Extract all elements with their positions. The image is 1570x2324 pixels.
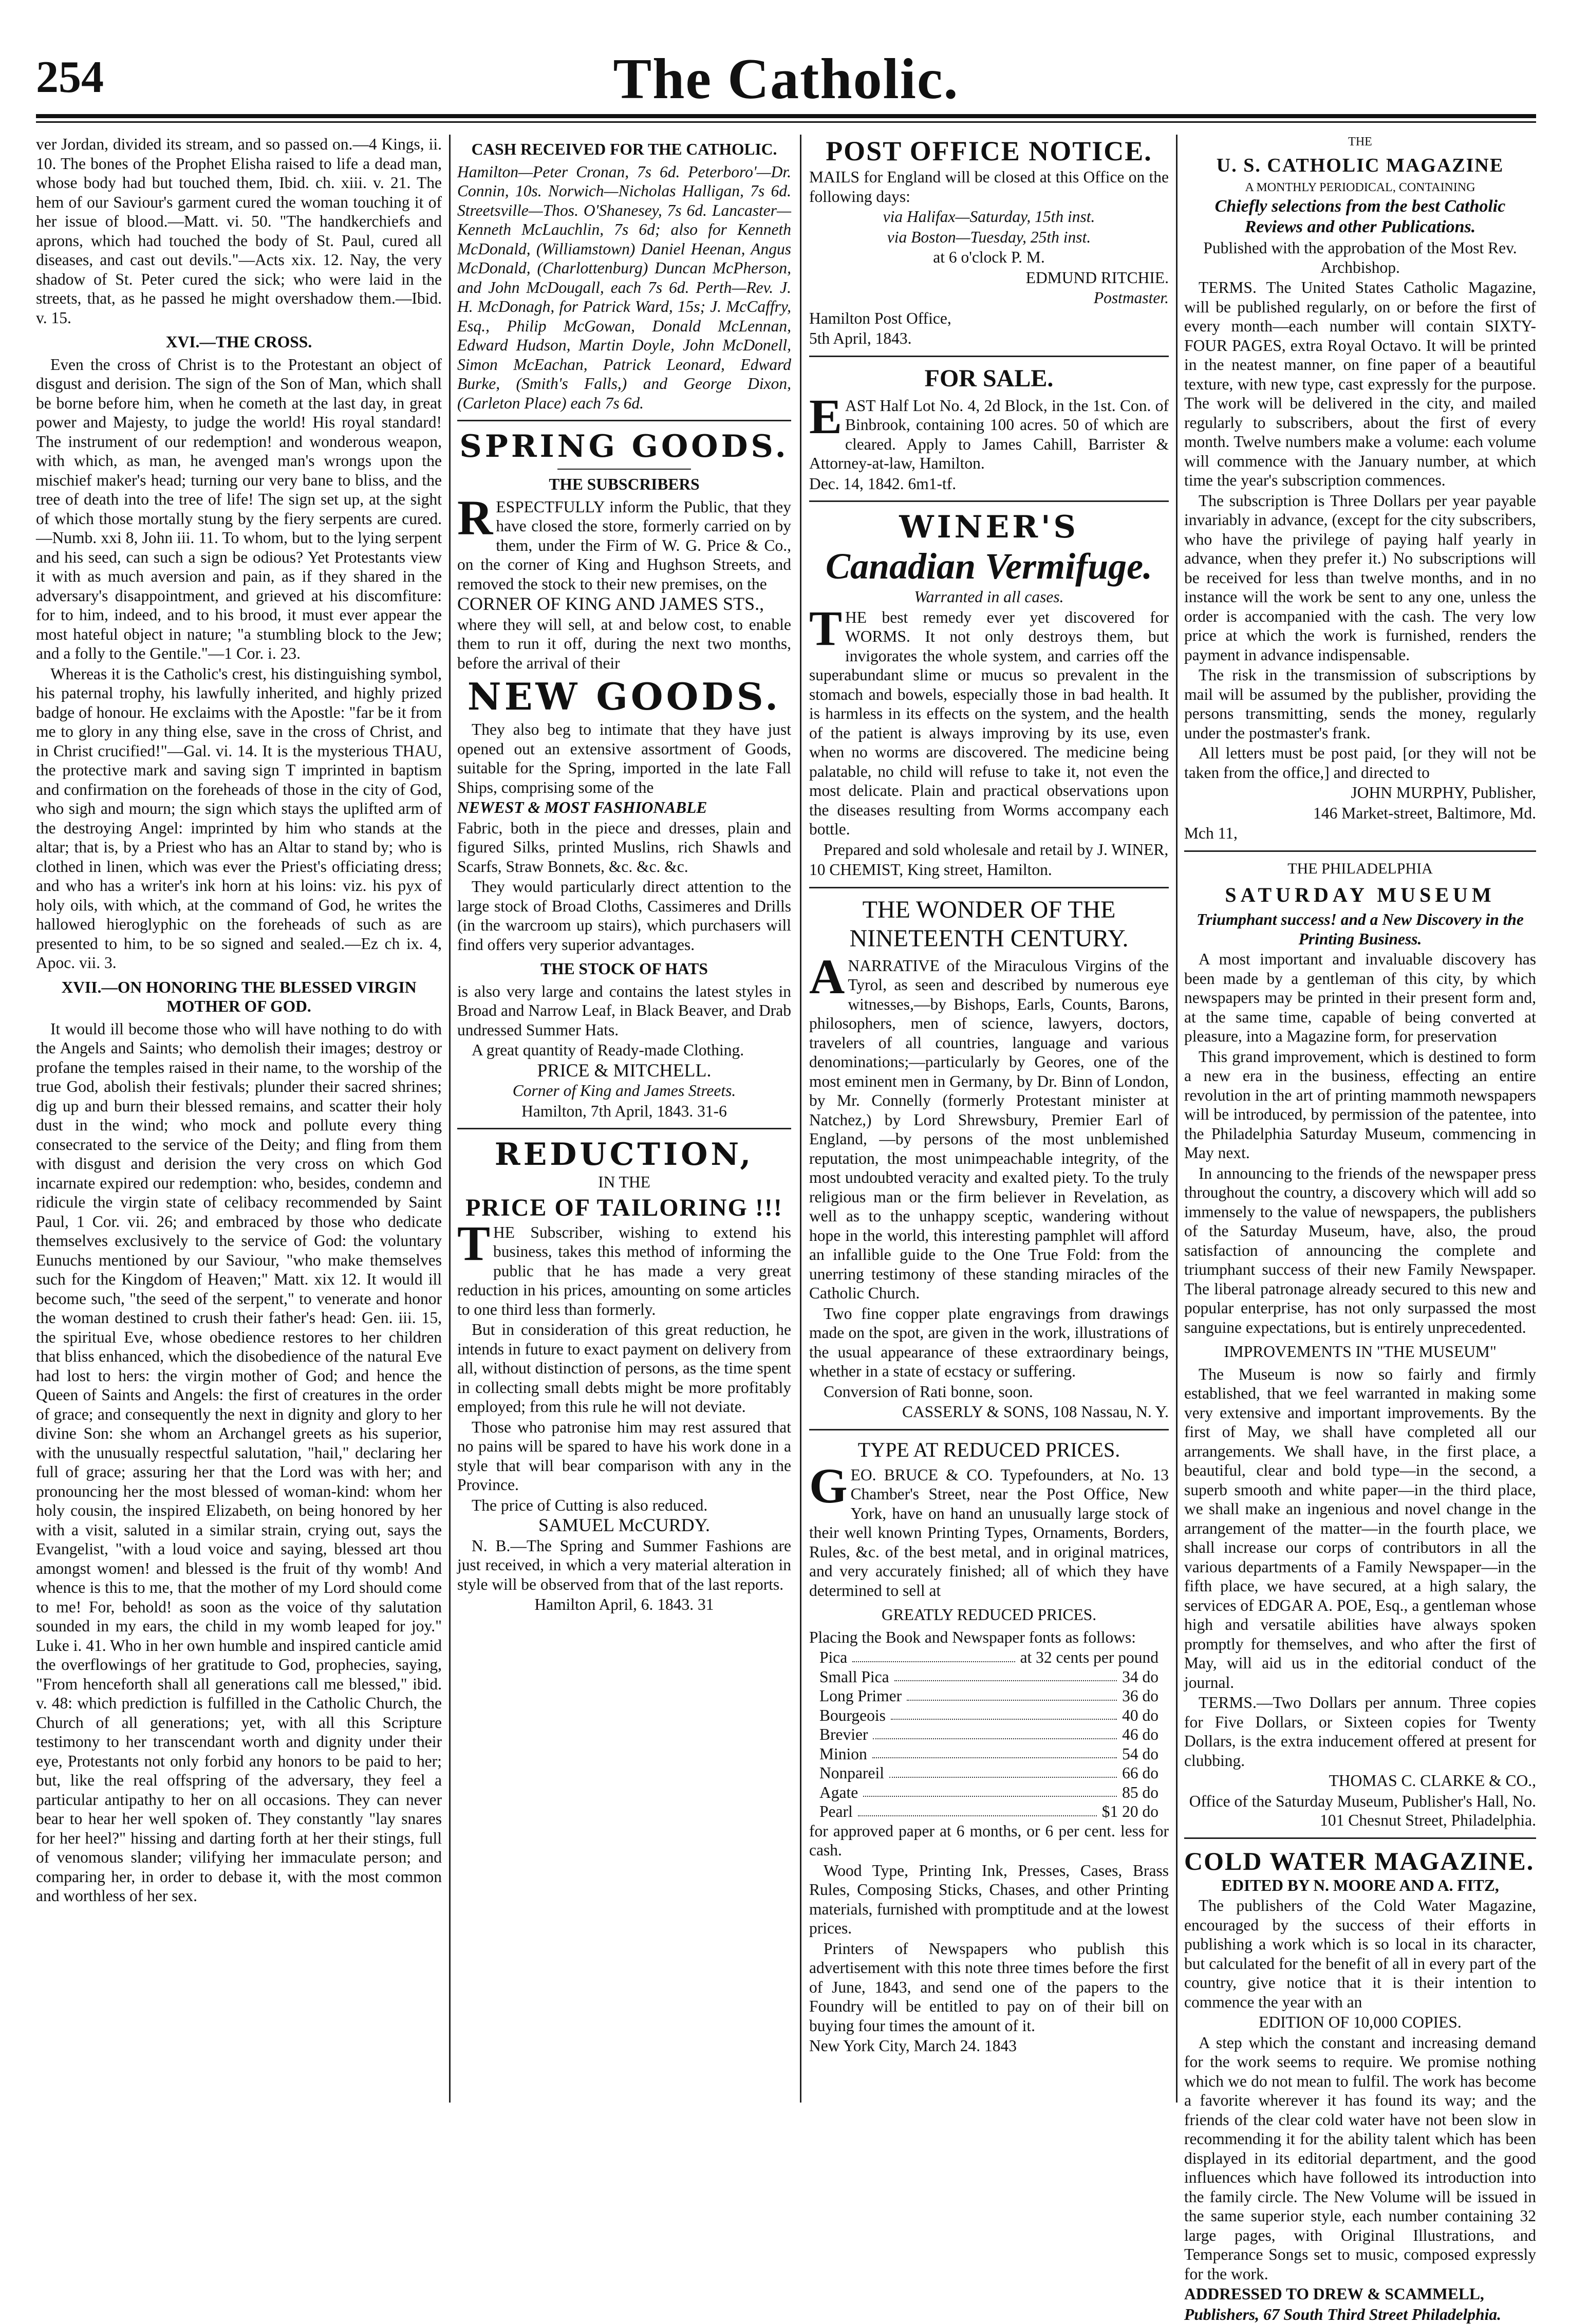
ad-paragraph: EAST Half Lot No. 4, 2d Block, in the 1st. Con. of Binbrook, containing 100 acres. 50 of which are cleared. Apply to James Cahill, Barrister & Attorney-at-law, Hamilton. xyxy=(809,396,1169,473)
ad-paragraph: The publishers of the Cold Water Magazine, encouraged by the success of their efforts in publishing a work which is so local in its character, but calculated for the benefit of all in every part of the country, give notice that it is their intention to commence the year with an xyxy=(1184,1896,1536,2012)
ad-firm-name: PRICE & MITCHELL. xyxy=(457,1061,791,1081)
ad-paragraph: Wood Type, Printing Ink, Presses, Cases, Brass Rules, Composing Sticks, Chases, and other Printing materials, furnished with promptitude and at the lowest prices. xyxy=(809,1861,1169,1938)
cold-water-address: ADDRESSED TO DREW & SCAMMELL, xyxy=(1184,2284,1536,2304)
ad-paragraph: They would particularly direct attention to the large stock of Broad Cloths, Cassimeres and Drills (in the warcroom up stairs), which purchasers will find offers very superior advantages. xyxy=(457,877,791,954)
ad-publisher: CASSERLY & SONS, 108 Nassau, N. Y. xyxy=(809,1402,1169,1422)
ad-address: 10 CHEMIST, King street, Hamilton. xyxy=(809,860,1169,880)
notice-paragraph: MAILS for England will be closed at this Office on the following days: xyxy=(809,168,1169,206)
ad-paragraph: All letters must be post paid, [or they will not be taken from the office,] and directed to xyxy=(1184,743,1536,782)
new-goods-heading: NEW GOODS. xyxy=(457,674,791,720)
divider xyxy=(457,420,791,421)
ad-paragraph: The Museum is now so fairly and firmly established, that we feel warranted in making some very extensive and important improvements. By the first of May, we shall have completed all our arrangements. We shall have, in the first place, a beautiful, clear and bold type—in the second, a superb smooth and white paper—in the third place, we shall make an ingenious and novel change in the arrangement of the matter—in the fourth place, we shall increase our corps of contributors in all the various departments of a Family Newspaper—in the fifth place, we have secured, at a high salary, the services of EDGAR A. POE, Esq., a gentleman whose high and versatile abilities have always spoken promptly for themselves, and who after the first of May, will aid us in the editorial conduct of the journal. xyxy=(1184,1365,1536,1693)
type-rate-name: Small Pica xyxy=(819,1667,889,1687)
museum-publisher: THOMAS C. CLARKE & CO., xyxy=(1184,1771,1536,1791)
notice-role: Postmaster. xyxy=(809,288,1169,308)
post-office-heading: POST OFFICE NOTICE. xyxy=(809,135,1169,168)
ad-paragraph: The price of Cutting is also reduced. xyxy=(457,1496,791,1515)
ad-paragraph: THE best remedy ever yet discovered for WORMS. It not only destroys them, but invigorates the whole system, and carries off the superabundant slime or mucus so prevalent in the stomach and bowels, especially those in bad health. It is harmless in its effects on the system, and the health of the patient is always improving by its use, even when no worms are discovered. The medicine being palatable, no child will refuse to take it, not even the most delicate. Plain and practical observations upon the diseases resulting from Worms accompany each bottle. xyxy=(809,608,1169,839)
ad-paragraph: Fabric, both in the piece and dresses, plain and figured Silks, printed Muslins, rich Shawls and Scarfs, Straw Bonnets, &c. &c. &c. xyxy=(457,819,791,877)
ad-paragraph: The risk in the transmission of subscriptions by mail will be assumed by the publisher, providing the persons transmitting, sends the money, regularly under the postmaster's frank. xyxy=(1184,665,1536,742)
notice-place: Hamilton Post Office, xyxy=(809,309,1169,328)
reduction-in-the: IN THE xyxy=(457,1173,791,1192)
type-rate-name: Minion xyxy=(819,1744,867,1764)
type-rate-price: 40 do xyxy=(1122,1706,1158,1725)
ad-paragraph: Conversion of Rati bonne, soon. xyxy=(809,1382,1169,1402)
ad-paragraph: A great quantity of Ready-made Clothing. xyxy=(457,1040,791,1060)
ad-paragraph: is also very large and contains the latest styles in Broad and Narrow Leaf, in Black Beaver, and Drab undressed Summer Hats. xyxy=(457,982,791,1040)
ad-paragraph: Those who patronise him may rest assured that no pains will be spared to have his work done in a style that will bear comparison with any in the Province. xyxy=(457,1418,791,1495)
ad-paragraph: Two fine copper plate engravings from drawings made on the spot, are given in the work, illustrations of the usual appearance of these extraordinary beings, whether in a state of ecstacy or suffering. xyxy=(809,1304,1169,1381)
notice-line: at 6 o'clock P. M. xyxy=(809,248,1169,267)
magazine-chiefly: Chiefly selections from the best Catholic Reviews and other Publications. xyxy=(1184,196,1536,237)
type-rate-name: Nonpareil xyxy=(819,1763,884,1783)
type-rate-price: $1 20 do xyxy=(1102,1802,1158,1821)
cash-received-list: Hamilton—Peter Cronan, 7s 6d. Peterboro'—Dr. Connin, 10s. Norwich—Nicholas Halligan, 7s 6d. Streetsville—Thos. O'Shanesey, 7s 6d. Lancaster—Kenneth McLauchlin, 7s 6d; also for Kenneth McDonald, (Williamstown) Daniel Heenan, Angus McDonald, (Charlottenburg) Duncan McPherson, and John McDougall, each 7s 6d. Perth—Rev. J. H. McDonagh, for Patrick Ward, 15s; J. McCaffry, Esq., Philip McGowan, Donald McLennan, Edward Hudson, Martin Doyle, John McDonell, Simon McEachan, Patrick Leonard, Edward Burke, (Smith's Falls,) and George Dixon, (Carleton Place) each 7s 6d. xyxy=(457,162,791,413)
notice-signature: EDMUND RITCHIE. xyxy=(809,268,1169,288)
type-rate-row xyxy=(809,1667,1169,1687)
magazine-approbation: Published with the approbation of the Most Rev. Archbishop. xyxy=(1184,238,1536,277)
publisher-address: 146 Market-street, Baltimore, Md. xyxy=(1184,804,1536,823)
tailor-name: SAMUEL McCURDY. xyxy=(457,1516,791,1535)
notice-line: via Halifax—Saturday, 15th inst. xyxy=(809,207,1169,227)
museum-address: Office of the Saturday Museum, Publisher's Hall, No. 101 Chesnut Street, Philadelphia. xyxy=(1184,1792,1536,1830)
ad-firm-address: Corner of King and James Streets. xyxy=(457,1081,791,1101)
divider xyxy=(809,356,1169,357)
divider xyxy=(457,1128,791,1129)
ad-paragraph: GEO. BRUCE & CO. Typefounders, at No. 13 Chamber's Street, near the Post Office, New York, have on hand an unusually large stock of their well known Printing Types, Ornaments, Borders, Rules, &c. of the best metal, and in original matrices, and very accurately finished; all of which they have determined to sell at xyxy=(809,1465,1169,1601)
for-sale-heading: FOR SALE. xyxy=(809,364,1169,393)
article-paragraph: Even the cross of Christ is to the Protestant an object of disgust and derision. The sign of the Son of Man, which shall be borne before him, when he cometh at the last day, in great power and Majesty, to judge the world! His royal standard! The instrument of our redemption! and wonderous weapon, with which, as man, he avenged man's wrongs upon the mischief maker's head; turning our very bane to bliss, and the tree of death into the tree of life! The sign set up, at the sight of which those mortally stung by the fiery serpents are cured.—Numb. xxi 8, John iii. 11. To whom, but to the lying serpent and his seed, can such a sign be odious? Yet Protestants view it with as much aversion and pain, as if they shared in the adversary's disappointment, and grieved at his discomfiture: for to him, indeed, and to his brood, it must ever appear the most hateful object in nature; "a stumbling block to the Jew; and a folly to the Gentile."—1 Cor. i. 23. xyxy=(36,355,442,663)
publisher-name: JOHN MURPHY, Publisher, xyxy=(1184,783,1536,803)
philadelphia-heading: THE PHILADELPHIA xyxy=(1184,859,1536,879)
cold-water-heading: COLD WATER MAGAZINE. xyxy=(1184,1846,1536,1876)
ad-paragraph: TERMS.—Two Dollars per annum. Three copies for Five Dollars, or Sixteen copies for Twenty Dollars, is the extra inducement offered at present for clubbing. xyxy=(1184,1693,1536,1770)
winers-heading: WINER'S xyxy=(809,509,1169,545)
column-divider xyxy=(800,135,801,2103)
cash-received-heading: CASH RECEIVED FOR THE CATHOLIC. xyxy=(457,140,791,159)
ad-paragraph: Printers of Newspapers who publish this advertisement with this note three times before the first of June, 1843, and send one of the papers to the Foundry will be entitled to pay on of their bill on buying four times the amount of it. xyxy=(809,1939,1169,2036)
article-paragraph: Whereas it is the Catholic's crest, his distinguishing symbol, his paternal trophy, his lawfully inherited, and highly prized badge of honour. He exclaims with the Apostle: "far be it from me to glory in any thing else, save in the cross of Christ, and in Christ crucified!"—Gal. vi. 14. It is the mysterious THAU, the protective mark and saving sign T imprinted in baptism and confirmation on the foreheads of those in the city of God, who sigh and mourn; the sign which stays the uplifted arm of the destroying Angel: imprinted by him who stands at the altar; that is, by a Priest who has an Altar to stand by; who is clothed in linen, which was ever the Priest's officiating dress; and who has a writer's ink horn at his loins: viz. his pyx of holy oils, with which, at the command of God, he writes the hallowed hieroglyphic on the foreheads of such as are presented to him, to be so signed and sealed.—Ez ch ix. 4, Apoc. vii. 3. xyxy=(36,664,442,973)
ad-paragraph: They also beg to intimate that they have just opened out an extensive assortment of Goods, suitable for the Spring, imported in the late Fall Ships, comprising some of the xyxy=(457,720,791,797)
ad-paragraph: ANARRATIVE of the Miraculous Virgins of the Tyrol, as seen and described by numerous eye witnesses,—by Bishops, Earls, Counts, Barons, philosophers, men of science, lawyers, doctors, travelers of all countries, language and various denominations;—particularly by Geores, one of the most eminent men in Germany, by Dr. Binn of London, by Mr. Connelly (formerly Protestant minister at Natchez,) by Lord Shrewsbury, Premier Earl of England, —by persons of the most unblemished reputation, the most unimpeachable integrity, of the most undoubted veracity and exalted piety. To the truly religious man or the firm believer in Revelation, as well as to the unhappy sceptic, wandering without hope in the world, this interesting pamphlet will afford an infallible guide to the One True Fold: from the unerring testimony of these standing miracles of the Catholic Church. xyxy=(809,956,1169,1303)
column-1 xyxy=(36,135,442,2103)
spring-goods-heading: SPRING GOODS. xyxy=(457,429,791,464)
ad-date: Mch 11, xyxy=(1184,824,1536,843)
ad-date: New York City, March 24. 1843 xyxy=(809,2036,1169,2056)
ad-paragraph: RESPECTFULLY inform the Public, that they have closed the store, formerly carried on by them, under the Firm of W. G. Price & Co., on the corner of King and Hughson Streets, and removed the stock to their new premises, on the xyxy=(457,497,791,594)
type-rate-price: at 32 cents per pound xyxy=(1020,1648,1158,1667)
type-rate-name: Pica xyxy=(819,1648,847,1667)
the-label: THE xyxy=(1184,135,1536,149)
ad-paragraph: Placing the Book and Newspaper fonts as follows: xyxy=(809,1628,1169,1647)
type-rates-list xyxy=(809,1648,1169,1821)
type-rate-price: 85 do xyxy=(1122,1783,1158,1802)
magazine-subtitle: A MONTHLY PERIODICAL, CONTAINING xyxy=(1184,180,1536,195)
header-rule-thin xyxy=(36,121,1536,123)
divider xyxy=(809,500,1169,502)
type-rate-name: Pearl xyxy=(819,1802,853,1821)
type-rate-price: 46 do xyxy=(1122,1725,1158,1744)
type-rate-row xyxy=(809,1802,1169,1821)
museum-subtitle: Triumphant success! and a New Discovery in the Printing Business. xyxy=(1184,910,1536,949)
page-number: 254 xyxy=(36,51,104,103)
type-rate-name: Brevier xyxy=(819,1725,868,1744)
type-rate-row xyxy=(809,1648,1169,1667)
ad-corner: CORNER OF KING AND JAMES STS., xyxy=(457,594,791,614)
article-paragraph: ver Jordan, divided its stream, and so passed on.—4 Kings, ii. 10. The bones of the Prophet Elisha raised to life a dead man, whose body had but touched them, Ibid. ch. xiii. v. 21. The hem of our Saviour's garment cured the woman touching it of her issue of blood.—Matt. vi. 50. "The handkerchiefs and aprons, which had touched the body of St. Paul, cured all diseases, and cast out devils."—Acts xix. 12. Nay, the very shadow of St. Peter cured the sick; who were laid in the streets, that, as he passed he might overshadow them.—Ibid. v. 15. xyxy=(36,135,442,327)
greatly-reduced-heading: GREATLY REDUCED PRICES. xyxy=(809,1605,1169,1625)
tailor-date: Hamilton April, 6. 1843. 31 xyxy=(457,1595,791,1614)
type-rate-row xyxy=(809,1686,1169,1706)
section-heading-cross: XVI.—THE CROSS. xyxy=(36,332,442,352)
ad-paragraph: A step which the constant and increasing demand for the work seems to require. We promise nothing which we do not mean to fulfil. The work has become a favorite wherever it has found its way; and the friends of the clear cold water have not been slow in recommending it for the ability talent which has been displayed in its editorial department, and the good influences which have followed its introduction into the family circle. The New Volume will be issued in the same superior style, each number containing 32 large pages, with Original Illustrations, and Temperance Songs set to music, composed expressly for the work. xyxy=(1184,2033,1536,2284)
ad-date: Dec. 14, 1842. 6m1-tf. xyxy=(809,474,1169,494)
notice-line: via Boston—Tuesday, 25th inst. xyxy=(809,228,1169,247)
ad-paragraph: In announcing to the friends of the newspaper press throughout the country, a discovery which will add so immensely to the value of newspapers, the publishers of the Saturday Museum, have, also, the proud satisfaction of announcing the complete and triumphant success of their new Family Newspaper. The liberal patronage already secured to this new and popular enterprise, has not only surpassed the most sanguine expectations, but is entirely unprecedented. xyxy=(1184,1164,1536,1337)
column-4 xyxy=(1184,135,1536,2103)
tailoring-heading: PRICE OF TAILORING !!! xyxy=(457,1193,791,1223)
page-header xyxy=(36,46,1536,108)
ad-paragraph: But in consideration of this great reduction, he intends in future to exact payment on delivery from all, without distinction of persons, as the time spent in collecting small debts might be more profitably employed; from this rule he will not deviate. xyxy=(457,1320,791,1417)
divider xyxy=(809,1429,1169,1430)
masthead-title: The Catholic. xyxy=(36,46,1536,113)
ad-firm-date: Hamilton, 7th April, 1843. 31-6 xyxy=(457,1102,791,1121)
cold-water-edition: EDITION OF 10,000 COPIES. xyxy=(1184,2013,1536,2032)
type-rate-price: 54 do xyxy=(1122,1744,1158,1764)
ad-paragraph: where they will sell, at and below cost, to enable them to run it off, during the next two months, before the arrival of their xyxy=(457,615,791,673)
ad-paragraph: A most important and invaluable discovery has been made by a gentleman of this city, by which newspapers may be printed in their present form and, at the same time, capable of being converted at pleasure, into a Magazine form, for preservation xyxy=(1184,950,1536,1046)
divider xyxy=(809,887,1169,888)
section-heading-virgin: XVII.—ON HONORING THE BLESSED VIRGIN MOTHER OF GOD. xyxy=(36,978,442,1016)
ad-paragraph: TERMS. The United States Catholic Magazine, will be published regularly, on or before the first of every month—each number will contain SIXTY-FOUR PAGES, extra Royal Octavo. It will be printed in the neatest manner, on fine paper of a beautiful texture, with new type, cast expressly for the purpose. The work will be delivered in the city, and mailed regularly to subscribers, about the first of every month. Twelve numbers make a volume: each volume will commence with the January number, at which time the year's subscription commences. xyxy=(1184,278,1536,490)
ad-paragraph: N. B.—The Spring and Summer Fashions are just received, in which a very material alteration in style will be observed from that of the last reports. xyxy=(457,1536,791,1594)
type-rate-price: 34 do xyxy=(1122,1667,1158,1687)
ad-paragraph: Prepared and sold wholesale and retail by J. WINER, xyxy=(809,840,1169,860)
type-heading: TYPE AT REDUCED PRICES. xyxy=(809,1438,1169,1462)
type-rate-price: 36 do xyxy=(1122,1686,1158,1706)
column-divider xyxy=(1176,135,1178,2103)
divider xyxy=(1184,850,1536,852)
reduction-heading: REDUCTION, xyxy=(457,1137,791,1173)
type-rate-row xyxy=(809,1783,1169,1802)
type-rate-row xyxy=(809,1706,1169,1725)
divider xyxy=(1184,1837,1536,1839)
ad-paragraph: The subscription is Three Dollars per year payable invariably in advance, (except for the city subscribers, who have the privilege of paying half yearly in advance, when they prefer it.) No subscriptions will be received for less than twelve months, and in no instance will the work be sent to any one, unless the order is accompanied with the cash. The very low price at which the work is furnished, renders the payment in advance indispensable. xyxy=(1184,491,1536,665)
type-rate-name: Long Primer xyxy=(819,1686,902,1706)
subscribers-heading: THE SUBSCRIBERS xyxy=(457,475,791,494)
ad-paragraph: for approved paper at 6 months, or 6 per cent. less for cash. xyxy=(809,1821,1169,1860)
hats-heading: THE STOCK OF HATS xyxy=(457,959,791,979)
type-rate-name: Bourgeois xyxy=(819,1706,886,1725)
type-rate-row xyxy=(809,1725,1169,1744)
notice-date: 5th April, 1843. xyxy=(809,329,1169,348)
saturday-museum-heading: SATURDAY MUSEUM xyxy=(1184,883,1536,907)
column-divider xyxy=(449,135,451,2103)
ad-newest: NEWEST & MOST FASHIONABLE xyxy=(457,798,791,817)
column-2 xyxy=(457,135,791,2103)
type-rate-name: Agate xyxy=(819,1783,858,1802)
header-rule xyxy=(36,114,1536,118)
divider xyxy=(557,469,691,470)
cold-water-editors: EDITED BY N. MOORE AND A. FITZ, xyxy=(1184,1876,1536,1895)
type-rate-row xyxy=(809,1744,1169,1764)
ad-paragraph: This grand improvement, which is destined to form a new era in the business, effecting an entire revolution in the art of printing mammoth newspapers will be introduced, by permission of the patentee, into the Philadelphia Saturday Museum, commencing in May next. xyxy=(1184,1047,1536,1163)
type-rate-row xyxy=(809,1763,1169,1783)
vermifuge-heading: Canadian Vermifuge. xyxy=(809,545,1169,587)
article-paragraph: It would ill become those who will have nothing to do with the Angels and Saints; who demolish their images; destroy or profane the temples raised in their name, to the worship of the true God, abolish their festivals; plunder their sacred shrines; dig up and burn their blessed remains, and scatter their holy dust in the wind; who mock and pollute every thing consecrated to the service of the Deity; and fling from them with disgust and derision the very cross on which God incarnate expired our redemption: who, besides, condemn and ridicule the virgin state of celibacy recommended by Saint Paul, 1 Cor. vii. 26; and embraced by those who dedicate themselves exclusively to the service of God: the voluntary Eunuchs mentioned by our Saviour, "who make themselves such for the Kingdom of Heaven;" Matt. xix 12. It would ill become such, "the seed of the serpent," to venerate and honor the woman destined to crush their father's head: Gen. iii. 15, the spiritual Eve, whose obedience restores to her children that bliss enhanced, which the disobedience of the natural Eve had lost to hers: the virgin mother of God; and hence the Queen of Saints and Angels: the first of creatures in the order of grace; and consequently the next in dignity and glory to her divine Son: she whom an Archangel greets as his superior, with the unusually respectful salutation, "hail," declaring her full of grace; assuring her that the Lord was with her; and pronouncing her the most blessed of woman-kind: whom her holy cousin, the inspired Elizabeth, on being honored by her with a visit, saluted in a similar strain, crying out, says the Evangelist, "with a loud voice and saying, blessed art thou amongst women! and blessed is the fruit of thy womb! And whence is this to me, that the mother of my Lord should come to me! For, behold! as soon as the voice of thy salutation sounded in my ears, the child in my womb leaped for joy." Luke i. 41. Who in her own humble and inspired canticle amid the overflowings of her gratitude to God, prophecies, saying, "From henceforth shall all generations call me blessed," ibid. v. 48: which prediction is fulfilled in the Catholic Church, the Church of all generations; yet, with all this Scripture testimony to her transcendant worth and dignity under their eye, Protestants not only forbid any honors to be paid to her; but, like the real offspring of the adversary, they feel a particular antipathy to her on all occasions. They can never bear to hear her well spoken of. They constantly "lay snares for her heel?" hissing and darting forth at her their stings, full of venomous slander; vilifying her immaculate person; and comparing her, in order to debase it, with the most common and worthless of her sex. xyxy=(36,1019,442,1906)
vermifuge-warranted: Warranted in all cases. xyxy=(809,587,1169,607)
cold-water-publisher: Publishers, 67 South Third Street Philadelphia. xyxy=(1184,2305,1536,2324)
improvements-heading: IMPROVEMENTS IN "THE MUSEUM" xyxy=(1184,1342,1536,1362)
ad-paragraph: THE Subscriber, wishing to extend his business, takes this method of informing the public that he has made a very great reduction in his prices, amounting on some articles to one third less than formerly. xyxy=(457,1223,791,1319)
type-rate-price: 66 do xyxy=(1122,1763,1158,1783)
us-catholic-magazine-heading: U. S. CATHOLIC MAGAZINE xyxy=(1184,154,1536,177)
wonder-heading: THE WONDER OF THE NINETEENTH CENTURY. xyxy=(809,896,1169,953)
column-3 xyxy=(809,135,1169,2103)
